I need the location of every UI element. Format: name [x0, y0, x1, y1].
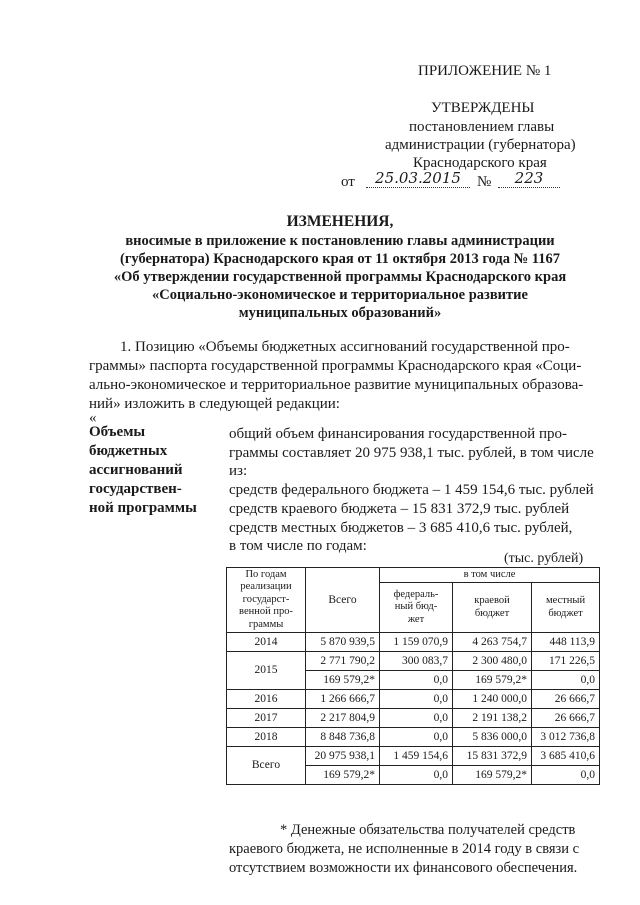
local-cell: 26 666,7	[532, 690, 600, 709]
financing-line-3: из:	[229, 463, 248, 479]
title-line-3: «Об утверждении государственной программы Краснодарского края	[113, 269, 567, 285]
federal-cell: 0,0	[380, 671, 453, 690]
regional-cell: 5 836 000,0	[453, 728, 532, 747]
position-label-5: ной программы	[89, 500, 197, 516]
footnote-line-3: отсутствием возможности их финансового обеспечения.	[229, 860, 578, 876]
year-cell: Всего	[227, 747, 306, 785]
year-cell: 2018	[227, 728, 306, 747]
financing-line-5: средств краевого бюджета – 15 831 372,9 тыс. рублей	[229, 501, 570, 517]
table-row	[227, 747, 600, 766]
financing-line-7: в том числе по годам:	[229, 538, 367, 554]
table-row	[227, 728, 600, 747]
number-label: №	[477, 174, 492, 190]
total-cell: 169 579,2*	[306, 766, 380, 785]
paragraph-line-1: 1. Позицию «Объемы бюджетных ассигнований государственной про-	[120, 339, 570, 355]
regional-cell: 2 191 138,2	[453, 709, 532, 728]
title-line-5: муниципальных образований»	[238, 305, 442, 321]
title-line-1: вносимые в приложение к постановлению главы администрации	[125, 233, 555, 249]
total-cell: 169 579,2*	[306, 671, 380, 690]
total-cell: 2 217 804,9	[306, 709, 380, 728]
units-label: (тыс. рублей)	[504, 551, 584, 566]
federal-cell: 1 159 070,9	[380, 633, 453, 652]
year-cell: 2016	[227, 690, 306, 709]
opening-quote: «	[89, 410, 97, 426]
header-total: Всего	[306, 568, 380, 633]
local-cell: 3 012 736,8	[532, 728, 600, 747]
position-label-3: ассигнований	[89, 462, 183, 478]
header-including: в том числе	[380, 568, 600, 583]
local-cell: 0,0	[532, 671, 600, 690]
financing-line-4: средств федерального бюджета – 1 459 154,6 тыс. рублей	[229, 482, 594, 498]
header-regional: краевой бюджет	[453, 583, 532, 633]
local-cell: 448 113,9	[532, 633, 600, 652]
approval-line-2: администрации (губернатора)	[385, 137, 576, 153]
paragraph-line-3: ально-экономическое и территориальное развитие муниципальных образова-	[89, 377, 584, 393]
table-row	[227, 633, 600, 652]
footnote-line-2: краевого бюджета, не исполненные в 2014 году в связи с	[229, 841, 580, 857]
approved-label: УТВЕРЖДЕНЫ	[431, 100, 535, 116]
regional-cell: 2 300 480,0	[453, 652, 532, 671]
federal-cell: 0,0	[380, 766, 453, 785]
year-cell: 2015	[227, 652, 306, 690]
financing-line-1: общий объем финансирования государственной про-	[229, 426, 567, 442]
regional-cell: 4 263 754,7	[453, 633, 532, 652]
position-label-1: Объемы	[89, 424, 146, 440]
regional-cell: 15 831 372,9	[453, 747, 532, 766]
federal-cell: 0,0	[380, 690, 453, 709]
federal-cell: 300 083,7	[380, 652, 453, 671]
header-local: местный бюджет	[532, 583, 600, 633]
paragraph-line-4: ний» изложить в следующей редакции:	[89, 396, 340, 412]
approval-line-1: постановлением главы	[409, 119, 555, 135]
footnote-line-1: * Денежные обязательства получателей средств	[280, 822, 576, 838]
regional-cell: 169 579,2*	[453, 766, 532, 785]
handwritten-date: 25.03.2015	[366, 169, 470, 188]
regional-cell: 1 240 000,0	[453, 690, 532, 709]
position-label-2: бюджетных	[89, 443, 168, 459]
federal-cell: 0,0	[380, 728, 453, 747]
total-cell: 8 848 736,8	[306, 728, 380, 747]
header-federal: федераль- ный бюд- жет	[380, 583, 453, 633]
total-cell: 1 266 666,7	[306, 690, 380, 709]
financing-line-6: средств местных бюджетов – 3 685 410,6 тыс. рублей,	[229, 520, 573, 536]
budget-table	[226, 567, 600, 785]
total-cell: 20 975 938,1	[306, 747, 380, 766]
approval-line-3: Краснодарского края	[413, 155, 547, 171]
table-row	[227, 652, 600, 671]
federal-cell: 1 459 154,6	[380, 747, 453, 766]
paragraph-line-2: граммы» паспорта государственной программы Краснодарского края «Соци-	[89, 358, 582, 374]
document-heading: ИЗМЕНЕНИЯ,	[286, 213, 394, 230]
local-cell: 0,0	[532, 766, 600, 785]
year-cell: 2014	[227, 633, 306, 652]
local-cell: 3 685 410,6	[532, 747, 600, 766]
year-cell: 2017	[227, 709, 306, 728]
local-cell: 171 226,5	[532, 652, 600, 671]
header-years: По годам реализации государст- венной про- граммы	[227, 568, 306, 633]
table-row	[227, 709, 600, 728]
title-line-4: «Социально-экономическое и территориальное развитие	[152, 287, 528, 303]
appendix-label: ПРИЛОЖЕНИЕ № 1	[418, 63, 552, 79]
total-cell: 2 771 790,2	[306, 652, 380, 671]
financing-line-2: граммы составляет 20 975 938,1 тыс. рублей, в том числе	[229, 445, 594, 461]
federal-cell: 0,0	[380, 709, 453, 728]
handwritten-number: 223	[498, 169, 560, 188]
total-cell: 5 870 939,5	[306, 633, 380, 652]
position-label-4: государствен-	[89, 481, 182, 497]
date-from-label: от	[341, 174, 355, 190]
table-row	[227, 690, 600, 709]
title-line-2: (губернатора) Краснодарского края от 11 октября 2013 года № 1167	[120, 251, 560, 267]
regional-cell: 169 579,2*	[453, 671, 532, 690]
local-cell: 26 666,7	[532, 709, 600, 728]
